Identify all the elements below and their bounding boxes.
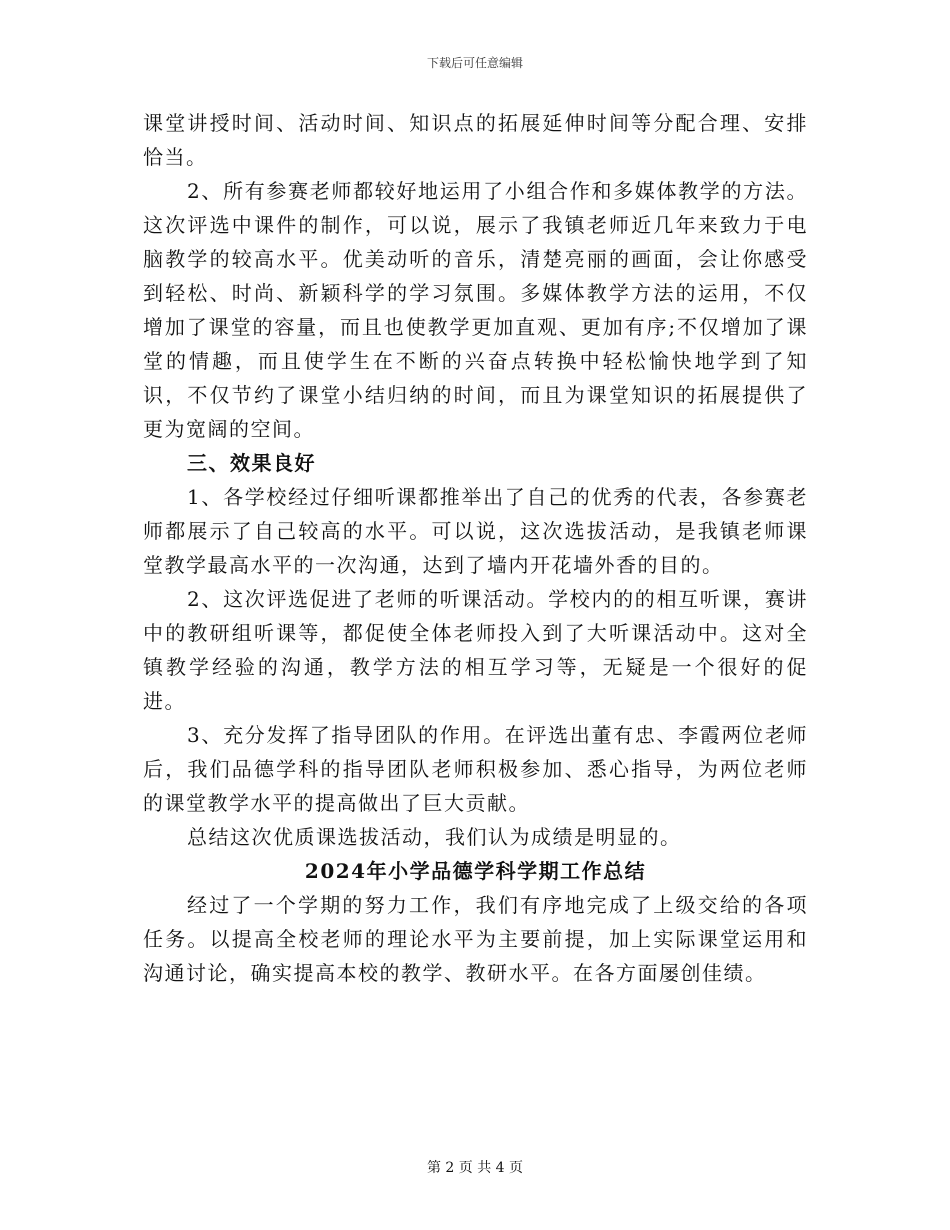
paragraph: 3、充分发挥了指导团队的作用。在评选出董有忠、李霞两位老师后，我们品德学科的指导团队老师积极参加、悉心指导，为两位老师的课堂教学水平的提高做出了巨大贡献。 <box>143 723 808 815</box>
document-body <box>143 106 808 990</box>
page-footer: 第 2 页 共 4 页 <box>426 1160 524 1176</box>
section-heading: 三、效果良好 <box>187 451 316 475</box>
paragraph: 2、这次评选促进了老师的听课活动。学校内的的相互听课，赛讲中的教研组听课等，都促使全体老师投入到了大听课活动中。这对全镇教学经验的沟通，教学方法的相互学习等，无疑是一个很好的促进。 <box>143 587 808 713</box>
paragraph: 1、各学校经过仔细听课都推举出了自己的优秀的代表，各参赛老师都展示了自己较高的水平。可以说，这次选拔活动，是我镇老师课堂教学最高水平的一次沟通，达到了墙内开花墙外香的目的。 <box>143 485 808 577</box>
paragraph: 2、所有参赛老师都较好地运用了小组合作和多媒体教学的方法。这次评选中课件的制作，可以说，展示了我镇老师近几年来致力于电脑教学的较高水平。优美动听的音乐，清楚亮丽的画面，会让你感受到轻松、时尚、新颖科学的学习氛围。多媒体教学方法的运用，不仅增加了课堂的容量，而且也使教学更加直观、更加有序;不仅增加了课堂的情趣，而且使学生在不断的兴奋点转换中轻松愉快地学到了知识，不仅节约了课堂小结归纳的时间，而且为课堂知识的拓展提供了更为宽阔的空间。 <box>143 179 808 441</box>
paragraph: 总结这次优质课选拔活动，我们认为成绩是明显的。 <box>187 825 682 849</box>
page-header: 下载后可任意编辑 <box>426 56 523 70</box>
paragraph-continuation: 课堂讲授时间、活动时间、知识点的拓展延伸时间等分配合理、安排恰当。 <box>143 111 808 169</box>
paragraph: 经过了一个学期的努力工作，我们有序地完成了上级交给的各项任务。以提高全校老师的理论水平为主要前提，加上实际课堂运用和沟通讨论，确实提高本校的教学、教研水平。在各方面屡创佳绩。 <box>143 893 808 985</box>
document-title: 2024年小学品德学科学期工作总结 <box>304 859 647 883</box>
